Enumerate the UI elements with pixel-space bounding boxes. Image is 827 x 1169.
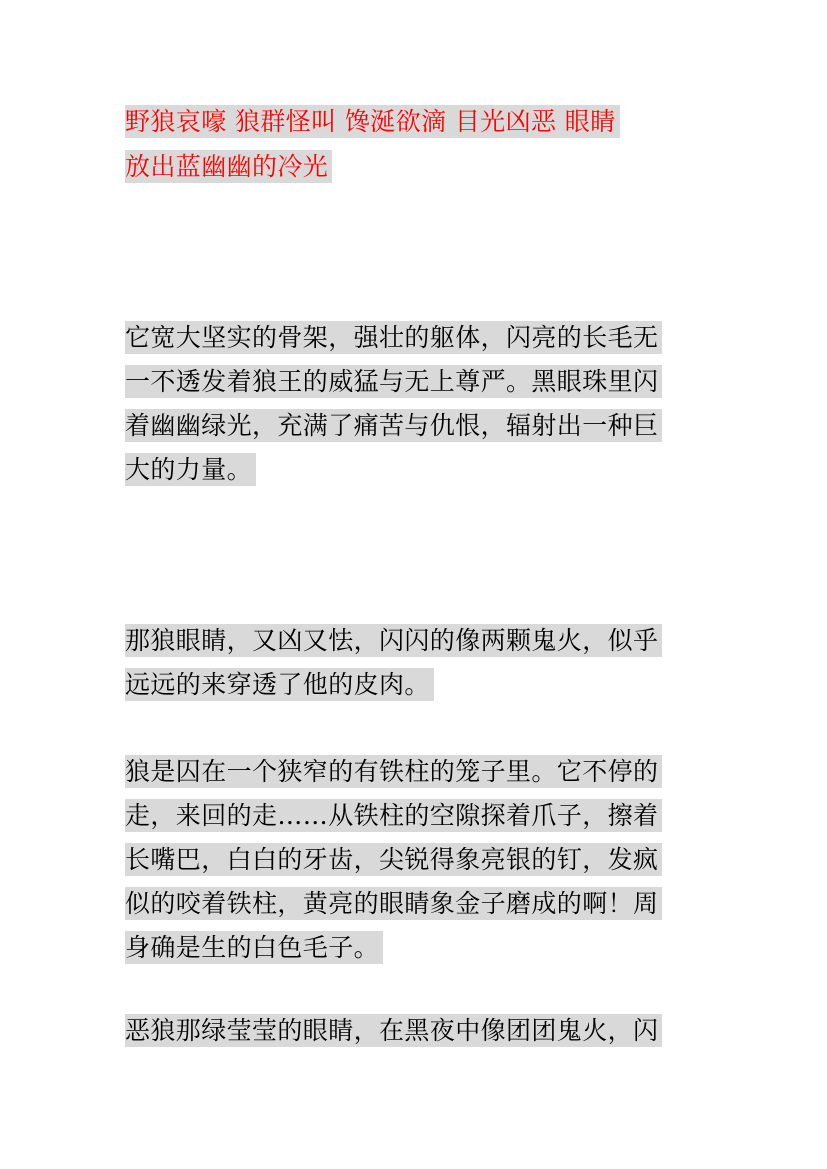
paragraph-2 xyxy=(125,623,705,702)
paragraph-line-text: 似的咬着铁柱，黄亮的眼睛象金子磨成的啊！周 xyxy=(125,887,662,920)
paragraph-line-text: 大的力量。 xyxy=(125,453,256,486)
paragraph-line xyxy=(125,798,705,833)
paragraph-line-text: 狼是囚在一个狭窄的有铁柱的笼子里。它不停的 xyxy=(125,755,662,788)
paragraph-line xyxy=(125,667,705,702)
paragraph-line-text: 它宽大坚实的骨架，强壮的躯体，闪亮的长毛无 xyxy=(125,321,662,354)
paragraph-line-text: 一不透发着狼王的威猛与无上尊严。黑眼珠里闪 xyxy=(125,365,662,398)
paragraph-line-text: 身确是生的白色毛子。 xyxy=(125,931,383,964)
paragraph-4 xyxy=(125,1013,705,1048)
paragraph-line-text: 那狼眼睛，又凶又怯，闪闪的像两颗鬼火，似乎 xyxy=(125,624,662,657)
paragraph-line xyxy=(125,754,705,789)
paragraph-3 xyxy=(125,754,705,965)
paragraph-line xyxy=(125,452,705,487)
paragraph-line xyxy=(125,364,705,399)
heading xyxy=(125,104,705,184)
paragraph-line xyxy=(125,842,705,877)
paragraph-line-text: 走，来回的走……从铁柱的空隙探着爪子，擦着 xyxy=(125,799,662,832)
paragraph-line-text: 远远的来穿透了他的皮肉。 xyxy=(125,668,434,701)
paragraph-line-text: 着幽幽绿光，充满了痛苦与仇恨，辐射出一种巨 xyxy=(125,409,662,442)
paragraph-line xyxy=(125,623,705,658)
heading-line-text: 野狼哀嚎 狼群怪叫 馋涎欲滴 目光凶恶 眼睛 xyxy=(125,105,620,138)
paragraph-line xyxy=(125,930,705,965)
heading-line-text: 放出蓝幽幽的冷光 xyxy=(125,150,332,183)
heading-line xyxy=(125,149,705,184)
paragraph-1 xyxy=(125,320,705,487)
heading-line xyxy=(125,104,705,139)
paragraph-line xyxy=(125,1013,705,1048)
paragraph-line xyxy=(125,886,705,921)
paragraph-line xyxy=(125,320,705,355)
paragraph-line-text: 长嘴巴，白白的牙齿，尖锐得象亮银的钉，发疯 xyxy=(125,843,662,876)
paragraph-line-text: 恶狼那绿莹莹的眼睛，在黑夜中像团团鬼火，闪 xyxy=(125,1014,662,1047)
paragraph-line xyxy=(125,408,705,443)
